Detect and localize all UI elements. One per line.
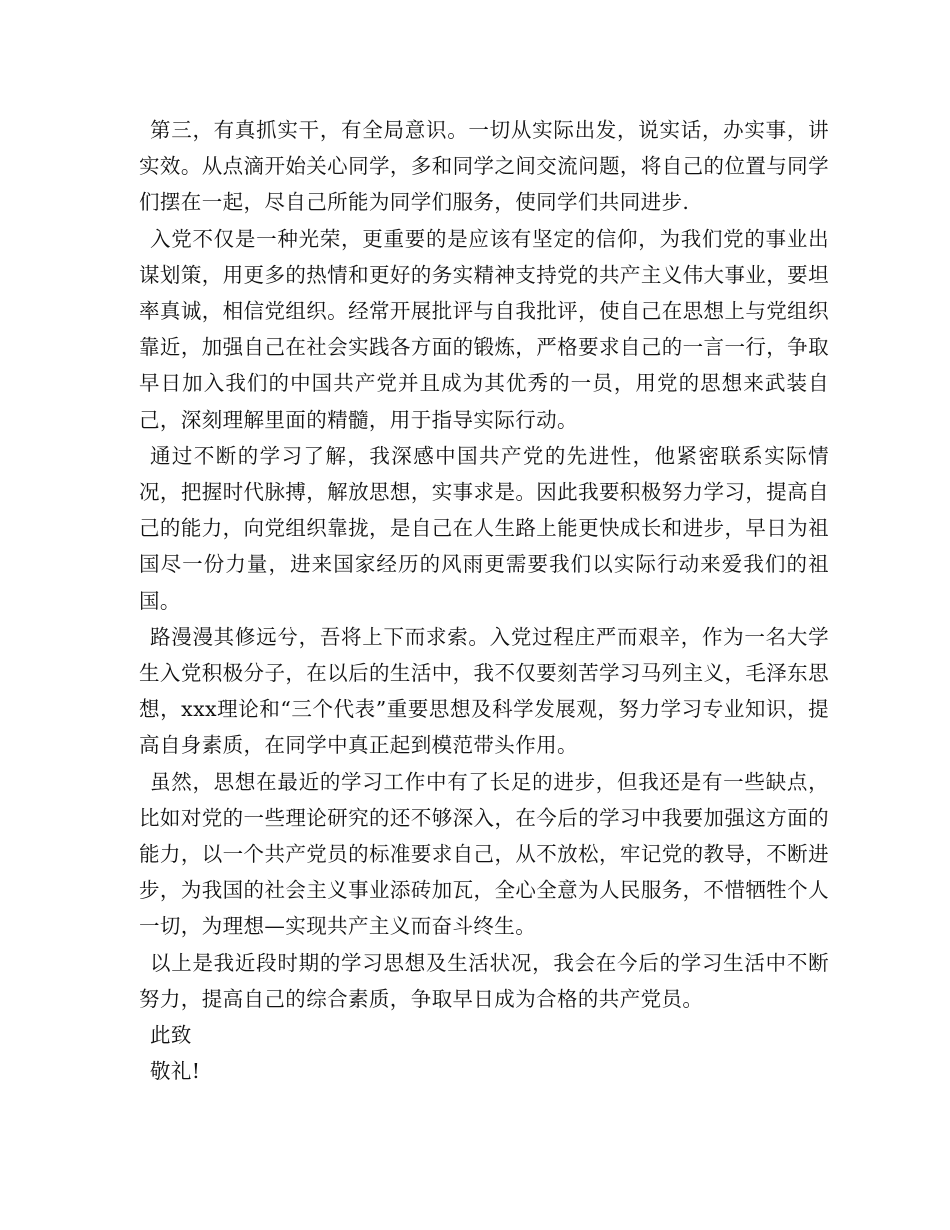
paragraph-party-advancement: 通过不断的学习了解，我深感中国共产党的先进性，他紧密联系实际情况，把握时代脉搏，解放思想，实事求是。因此我要积极努力学习，提高自己的能力，向党组织靠拢，是自己在人生路上能更快成长和进步，早日为祖国尽一份力量，进来国家经历的风雨更需要我们以实际行动来爱我们的祖国。 (139, 443, 829, 613)
paragraph-work-attitude: 第三，有真抓实干，有全局意识。一切从实际出发，说实话，办实事，讲实效。从点滴开始关心同学，多和同学之间交流问题，将自己的位置与同学们摆在一起，尽自己所能为同学们服务，使同学们共同进步. (139, 118, 829, 215)
letter-body (139, 112, 829, 1089)
closing-salutation: 此致 (150, 1023, 192, 1048)
paragraph-party-belief: 入党不仅是一种光荣，更重要的是应该有坚定的信仰，为我们党的事业出谋划策，用更多的热情和更好的务实精神支持党的共产主义伟大事业，要坦率真诚，相信党组织。经常开展批评与自我批评，使自己在思想上与党组织靠近，加强自己在社会实践各方面的锻炼，严格要求自己的一言一行，争取早日加入我们的中国共产党并且成为其优秀的一员，用党的思想来武装自己，深刻理解里面的精髓，用于指导实际行动。 (139, 226, 829, 432)
paragraph-study-goals: 路漫漫其修远兮，吾将上下而求索。入党过程庄严而艰辛，作为一名大学生入党积极分子，在以后的生活中，我不仅要刻苦学习马列主义，毛泽东思想，xxx理论和“三个代表”重要思想及科学发展观，努力学习专业知识，提高自身素质，在同学中真正起到模范带头作用。 (139, 624, 829, 758)
paragraph-summary: 以上是我近段时期的学习思想及生活状况，我会在今后的学习生活中不断努力，提高自己的综合素质，争取早日成为合格的共产党员。 (139, 950, 829, 1011)
paragraph-shortcomings: 虽然，思想在最近的学习工作中有了长足的进步，但我还是有一些缺点，比如对党的一些理论研究的还不够深入，在今后的学习中我要加强这方面的能力，以一个共产党员的标准要求自己，从不放松，牢记党的教导，不断进步，为我国的社会主义事业添砖加瓦，全心全意为人民服务，不惜牺牲个人一切，为理想—实现共产主义而奋斗终生。 (139, 769, 829, 939)
closing-regards: 敬礼! (150, 1059, 201, 1084)
